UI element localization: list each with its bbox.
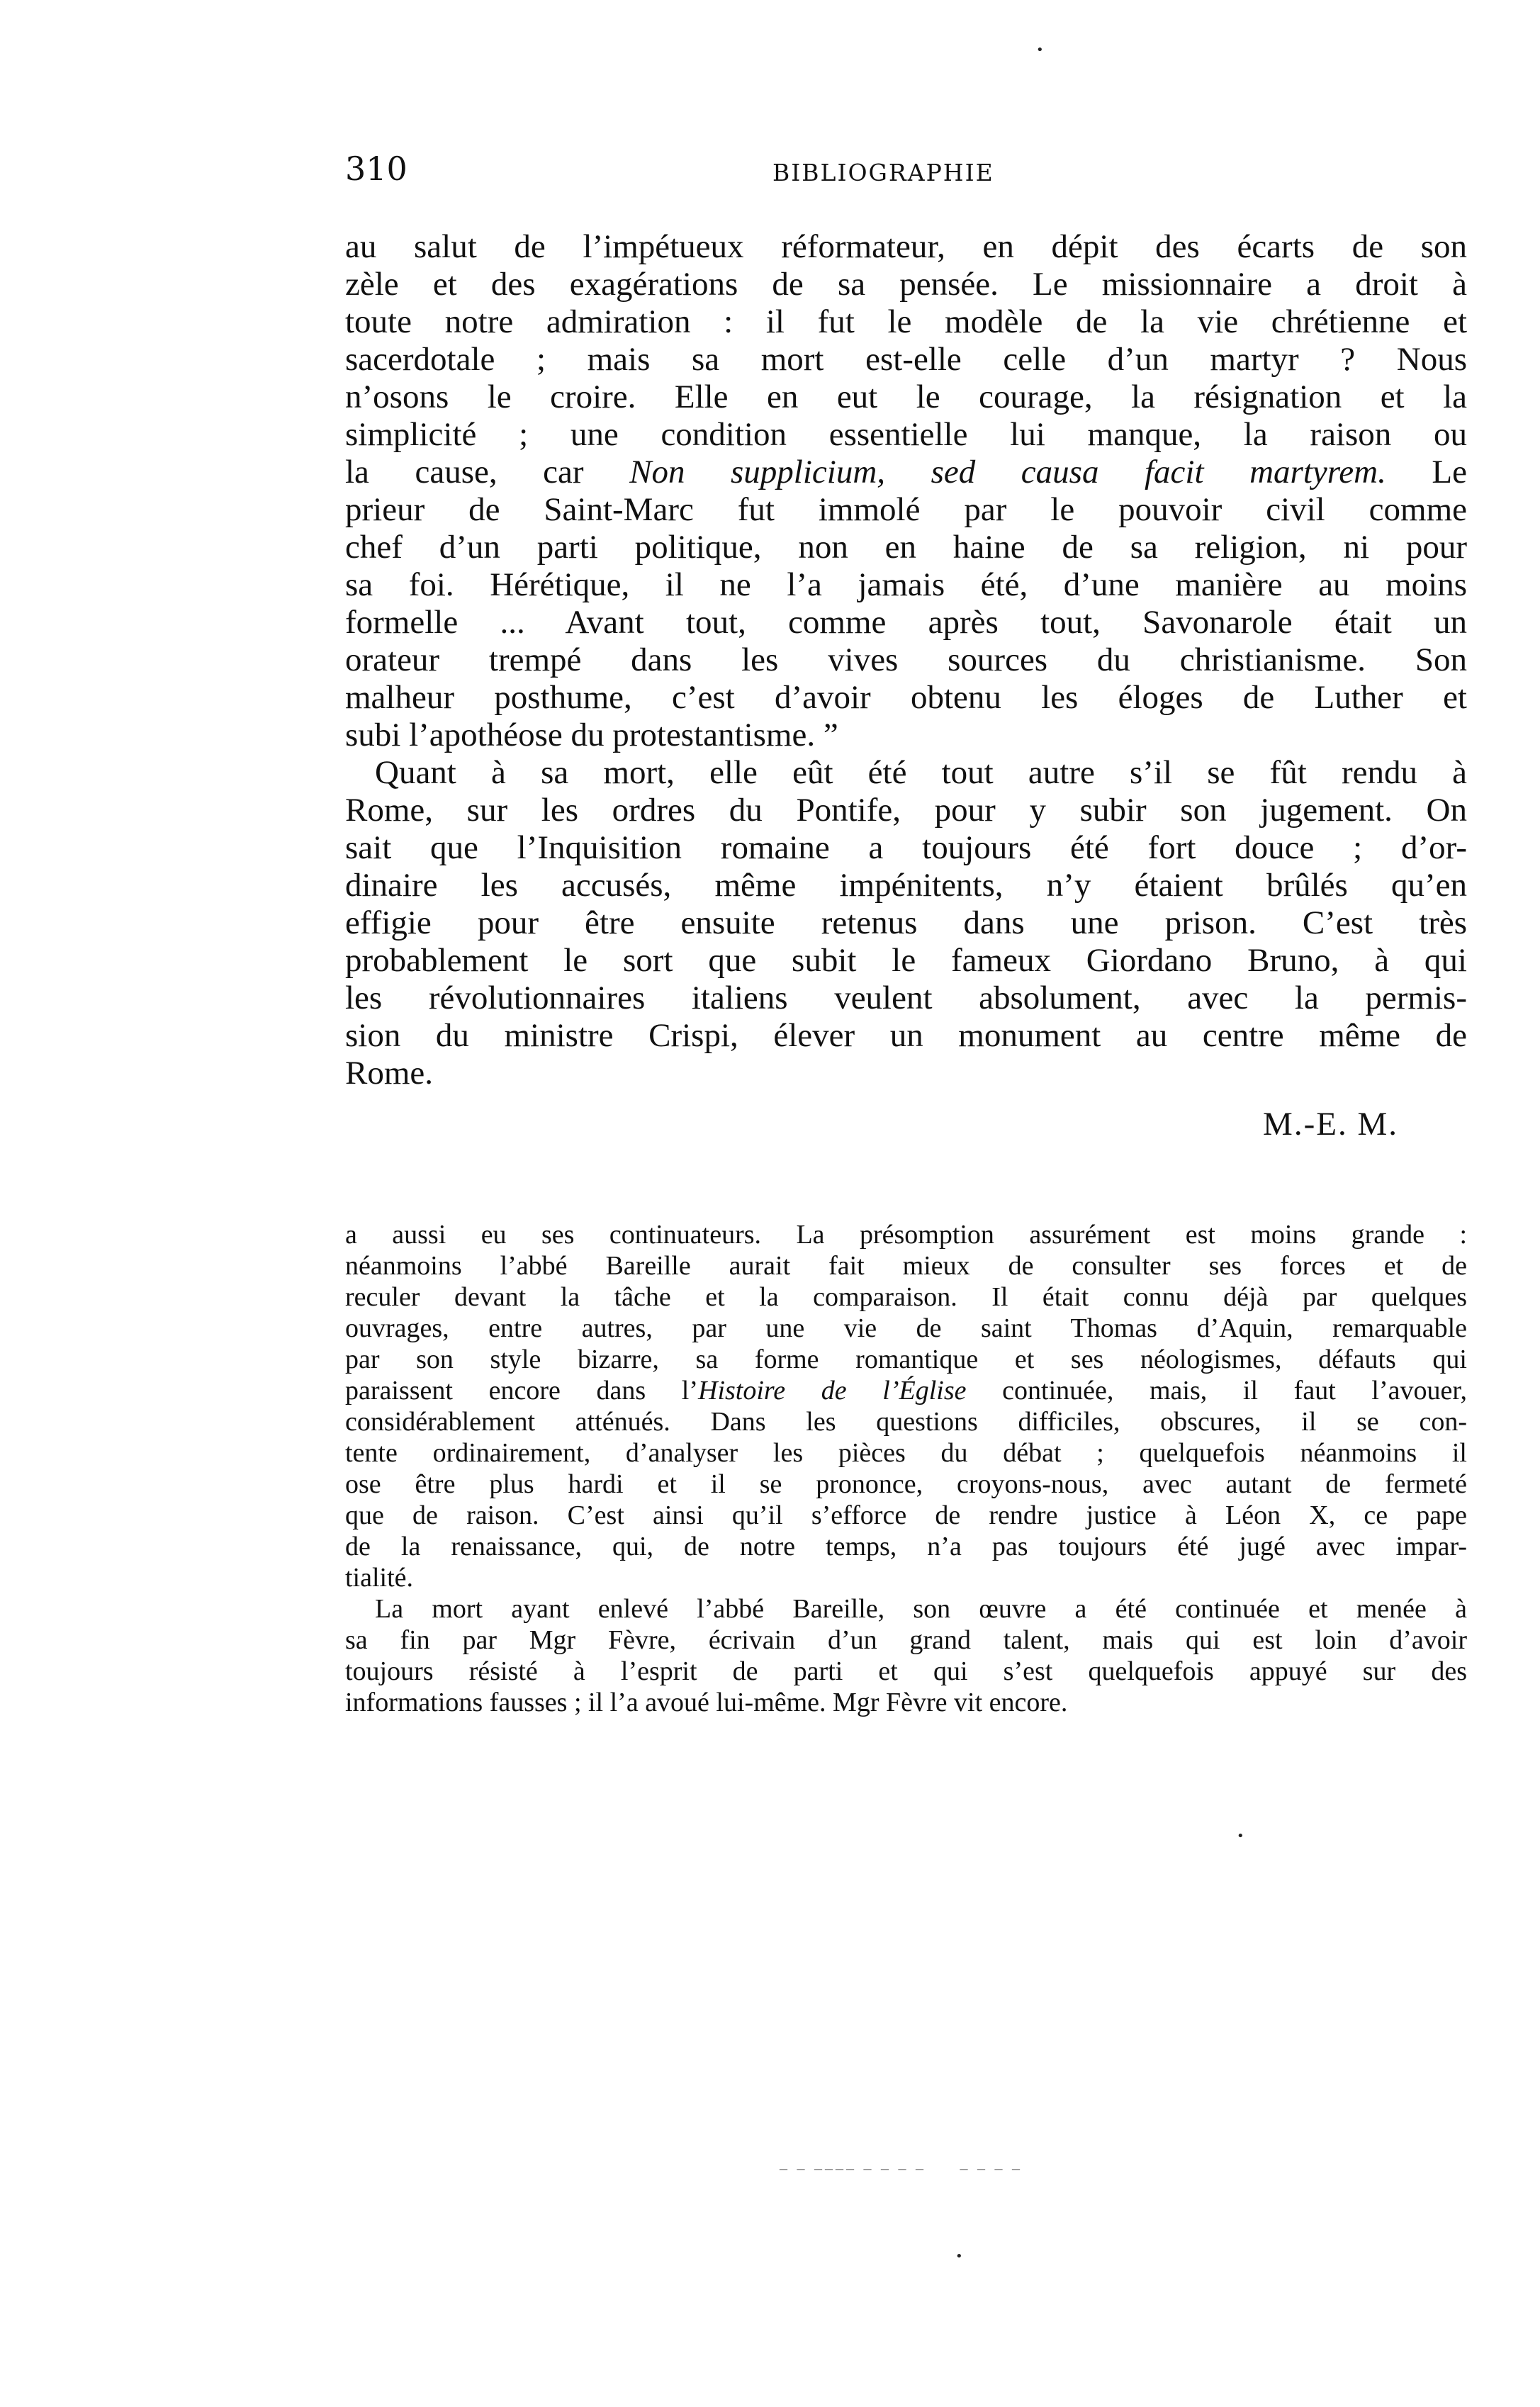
footnote-line: reculer devant la tâche et la comparaison. Il était connu déjà par quelques: [345, 1282, 1467, 1312]
author-signature: M.-E. M.: [1263, 1106, 1398, 1143]
text-line: sion du ministre Crispi, élever un monument au centre même de: [345, 1017, 1467, 1054]
footnote-line: considérablement atténués. Dans les questions difficiles, obscures, il se con-: [345, 1407, 1467, 1437]
text-line: Quant à sa mort, elle eût été tout autre s’il se fût rendu à: [375, 754, 1467, 791]
running-title: BIBLIOGRAPHIE: [772, 159, 994, 186]
footnote-line: tente ordinairement, d’analyser les pièces du débat ; quelquefois néanmoins il: [345, 1438, 1467, 1468]
footnote-line: tialité.: [345, 1563, 414, 1593]
text-line: Rome, sur les ordres du Pontife, pour y subir son jugement. On: [345, 792, 1467, 829]
text-line: sacerdotale ; mais sa mort est-elle celle d’un martyr ? Nous: [345, 341, 1467, 378]
speck-mark: •: [955, 2249, 963, 2264]
footnote-line: que de raison. C’est ainsi qu’il s’efforce de rendre justice à Léon X, ce pape: [345, 1500, 1467, 1530]
text-line: au salut de l’impétueux réformateur, en dépit des écarts de son: [345, 228, 1467, 265]
text-line: la cause, car Non supplicium, sed causa facit martyrem. Le: [345, 454, 1467, 490]
footnote-line: ose être plus hardi et il se prononce, croyons-nous, avec autant de fermeté: [345, 1469, 1467, 1499]
footnote-line: par son style bizarre, sa forme romantique et ses néologismes, défauts qui: [345, 1345, 1467, 1374]
footnote-line: de la renaissance, qui, de notre temps, n’a pas toujours été jugé avec impar-: [345, 1532, 1467, 1561]
decorative-dashes: ‒ ‒ ‒‒‒‒ ‒ ‒ ‒ ‒ ‒ ‒ ‒ ‒: [780, 2159, 1023, 2177]
text-line: prieur de Saint-Marc fut immolé par le pouvoir civil comme: [345, 491, 1467, 528]
footnote-line: paraissent encore dans l’Histoire de l’Église continuée, mais, il faut l’avouer,: [345, 1376, 1467, 1406]
page-number: 310: [345, 150, 408, 188]
footnote-line: La mort ayant enlevé l’abbé Bareille, son œuvre a été continuée et menée à: [375, 1594, 1467, 1624]
footnote-text: [345, 1219, 1467, 1718]
text-line: zèle et des exagérations de sa pensée. Le missionnaire a droit à: [345, 266, 1467, 303]
footnote-line: informations fausses ; il l’a avoué lui-même. Mgr Fèvre vit encore.: [345, 1688, 1068, 1717]
text-line: chef d’un parti politique, non en haine de sa religion, ni pour: [345, 529, 1467, 566]
speck-mark: •: [1036, 43, 1044, 57]
text-line: toute notre admiration : il fut le modèle de la vie chrétienne et: [345, 303, 1467, 340]
footnote-line: toujours résisté à l’esprit de parti et qui s’est quelquefois appuyé sur des: [345, 1656, 1467, 1686]
text-line: simplicité ; une condition essentielle lui manque, la raison ou: [345, 416, 1467, 453]
text-line: probablement le sort que subit le fameux Giordano Bruno, à qui: [345, 942, 1467, 979]
text-line: sa foi. Hérétique, il ne l’a jamais été, d’une manière au moins: [345, 566, 1467, 603]
text-line: les révolutionnaires italiens veulent absolument, avec la permis-: [345, 980, 1467, 1016]
text-line: effigie pour être ensuite retenus dans une prison. C’est très: [345, 904, 1467, 941]
text-line: n’osons le croire. Elle en eut le courage, la résignation et la: [345, 378, 1467, 415]
footnote-line: ouvrages, entre autres, par une vie de saint Thomas d’Aquin, remarquable: [345, 1313, 1467, 1343]
footnote-line: néanmoins l’abbé Bareille aurait fait mieux de consulter ses forces et de: [345, 1251, 1467, 1281]
text-line: malheur posthume, c’est d’avoir obtenu les éloges de Luther et: [345, 679, 1467, 716]
speck-mark: •: [1237, 1829, 1244, 1844]
text-line: formelle ... Avant tout, comme après tout, Savonarole était un: [345, 604, 1467, 641]
text-line: Rome.: [345, 1055, 434, 1092]
text-line: sait que l’Inquisition romaine a toujours été fort douce ; d’or-: [345, 829, 1467, 866]
page-header: [0, 152, 1540, 195]
text-line: orateur trempé dans les vives sources du christianisme. Son: [345, 641, 1467, 678]
text-line: subi l’apothéose du protestantisme. ”: [345, 717, 838, 753]
main-text: [345, 228, 1467, 1092]
footnote-line: sa fin par Mgr Fèvre, écrivain d’un grand talent, mais qui est loin d’avoir: [345, 1625, 1467, 1655]
text-line: dinaire les accusés, même impénitents, n’y étaient brûlés qu’en: [345, 867, 1467, 904]
footnote-line: a aussi eu ses continuateurs. La présomption assurément est moins grande :: [345, 1220, 1467, 1250]
